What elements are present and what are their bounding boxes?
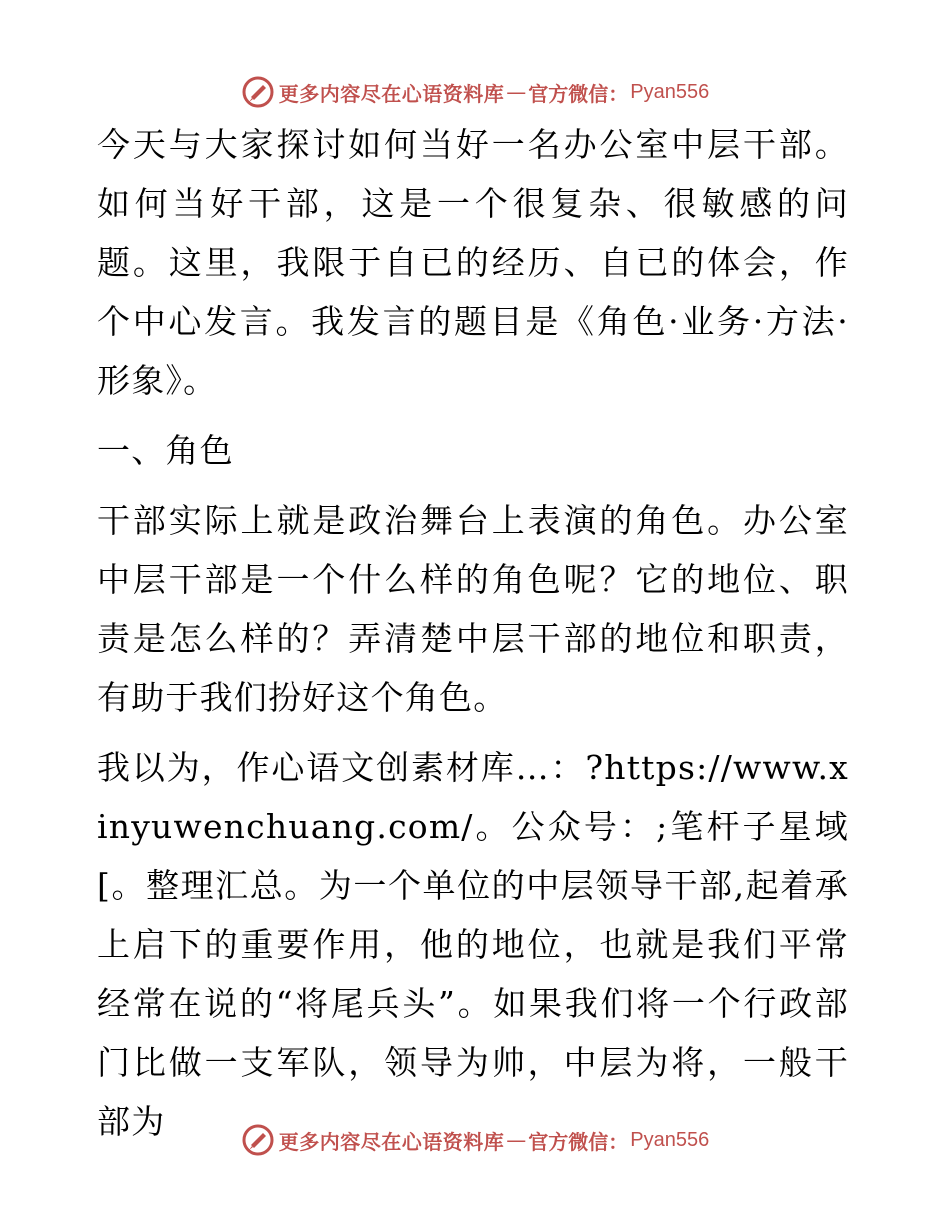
banner-wechat-id: Pyan556	[630, 80, 710, 103]
banner-dash: —	[506, 80, 527, 104]
header-banner	[0, 70, 950, 114]
paragraph-role: 干部实际上就是政治舞台上表演的角色。办公室中层干部是一个什么样的角色呢？它的地位、职责是怎么样的？弄清楚中层干部的地位和职责，有助于我们扮好这个角色。	[97, 501, 849, 717]
paragraph-gap	[97, 727, 849, 738]
paragraph-opinion: 我以为，作心语文创素材库…：?https://www.xinyuwenchuang.com/。公众号：;笔杆子星域[。整理汇总。为一个单位的中层领导干部,起着承上启下的重要作用，他的地位，也就是我们平常经常在说的“将尾兵头”。如果我们将一个行政部门比做一支军队，领导为帅，中层为将，一般干部为	[97, 748, 849, 1141]
brand-logo-icon	[241, 75, 275, 109]
paragraph-gap	[97, 410, 849, 421]
banner-slogan: 更多内容尽在心语资料库	[278, 81, 505, 106]
document-body	[97, 115, 849, 1151]
brand-logo-icon	[241, 1123, 275, 1157]
paragraph-gap	[97, 480, 849, 491]
section-heading-role: 一、角色	[97, 431, 234, 470]
paragraph-intro: 今天与大家探讨如何当好一名办公室中层干部。如何当好干部，这是一个很复杂、很敏感的问题。这里，我限于自已的经历、自已的体会，作个中心发言。我发言的题目是《角色·业务·方法·形象》。	[97, 125, 849, 400]
banner-wechat-id: Pyan556	[630, 1128, 710, 1151]
footer-banner	[0, 1118, 950, 1162]
banner-wechat-label: 官方微信：	[528, 81, 629, 106]
banner-dash: —	[506, 1128, 527, 1152]
banner-slogan: 更多内容尽在心语资料库	[278, 1129, 505, 1154]
banner-wechat-label: 官方微信：	[528, 1129, 629, 1154]
